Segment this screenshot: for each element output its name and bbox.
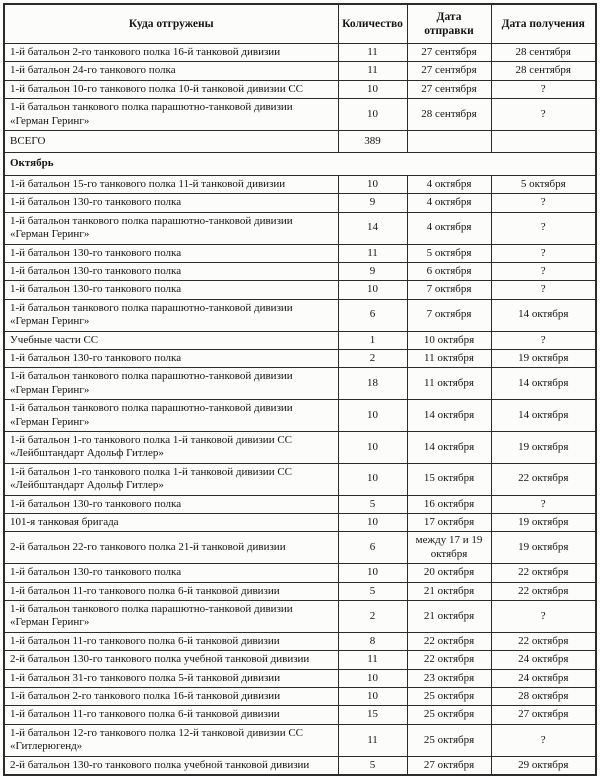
cell-date-sent: 14 октября xyxy=(407,431,491,463)
table-row xyxy=(4,601,596,633)
cell-destination: 1-й батальон 130-го танкового полка xyxy=(4,349,338,367)
cell-destination: 1-й батальон танкового полка парашютно-танковой дивизии «Герман Геринг» xyxy=(4,368,338,400)
table-row xyxy=(4,281,596,299)
cell-date-received: ? xyxy=(491,495,596,513)
cell-date-sent: 5 октября xyxy=(407,244,491,262)
cell-quantity: 9 xyxy=(338,262,407,280)
cell-date-sent: 21 октября xyxy=(407,601,491,633)
cell-date-sent xyxy=(407,131,491,153)
cell-date-sent: 25 октября xyxy=(407,706,491,724)
cell-date-received: 14 октября xyxy=(491,400,596,432)
cell-date-received: ? xyxy=(491,194,596,212)
table-row xyxy=(4,669,596,687)
cell-destination: ВСЕГО xyxy=(4,131,338,153)
table-row xyxy=(4,62,596,80)
column-header-quantity: Количество xyxy=(338,4,407,44)
cell-date-sent: 21 октября xyxy=(407,582,491,600)
cell-date-received: 19 октября xyxy=(491,514,596,532)
cell-destination: 1-й батальон 12-го танкового полка 12-й танковой дивизии СС «Гитлерюгенд» xyxy=(4,724,338,756)
cell-quantity: 10 xyxy=(338,80,407,98)
cell-quantity: 18 xyxy=(338,368,407,400)
table-row xyxy=(4,688,596,706)
cell-date-received: 29 октября xyxy=(491,756,596,775)
cell-destination: 1-й батальон танкового полка парашютно-танковой дивизии «Герман Геринг» xyxy=(4,212,338,244)
cell-date-sent: 11 октября xyxy=(407,368,491,400)
cell-destination: 1-й батальон 130-го танкового полка xyxy=(4,281,338,299)
table-row xyxy=(4,400,596,432)
cell-destination: 1-й батальон 2-го танкового полка 16-й танковой дивизии xyxy=(4,44,338,62)
cell-quantity: 11 xyxy=(338,651,407,669)
cell-destination: 1-й батальон 130-го танкового полка xyxy=(4,194,338,212)
cell-quantity: 389 xyxy=(338,131,407,153)
cell-date-sent: 4 октября xyxy=(407,194,491,212)
cell-destination: 1-й батальон 11-го танкового полка 6-й танковой дивизии xyxy=(4,706,338,724)
cell-date-received: 5 октября xyxy=(491,175,596,193)
cell-date-received: 22 октября xyxy=(491,582,596,600)
cell-date-sent: 10 октября xyxy=(407,331,491,349)
cell-destination: 1-й батальон 11-го танкового полка 6-й танковой дивизии xyxy=(4,582,338,600)
cell-quantity: 10 xyxy=(338,99,407,131)
cell-date-received: 19 октября xyxy=(491,431,596,463)
cell-date-received: 24 октября xyxy=(491,669,596,687)
cell-destination: 1-й батальон 24-го танкового полка xyxy=(4,62,338,80)
cell-quantity: 2 xyxy=(338,349,407,367)
table-row xyxy=(4,632,596,650)
table-row xyxy=(4,212,596,244)
cell-date-received: 22 октября xyxy=(491,632,596,650)
cell-quantity: 5 xyxy=(338,756,407,775)
shipments-table xyxy=(3,3,597,776)
cell-date-received: 19 октября xyxy=(491,532,596,564)
cell-date-received: 27 октября xyxy=(491,706,596,724)
cell-quantity: 11 xyxy=(338,44,407,62)
cell-destination: 2-й батальон 130-го танкового полка учебной танковой дивизии xyxy=(4,756,338,775)
column-header-destination: Куда отгружены xyxy=(4,4,338,44)
column-header-date-received: Дата получения xyxy=(491,4,596,44)
cell-quantity: 10 xyxy=(338,564,407,582)
cell-date-sent: 27 сентября xyxy=(407,44,491,62)
section-row xyxy=(4,153,596,175)
cell-date-sent: 15 октября xyxy=(407,463,491,495)
cell-quantity: 11 xyxy=(338,244,407,262)
cell-date-received: 28 сентября xyxy=(491,62,596,80)
table-row xyxy=(4,706,596,724)
table-row xyxy=(4,331,596,349)
cell-date-received: 14 октября xyxy=(491,368,596,400)
cell-destination: 1-й батальон танкового полка парашютно-танковой дивизии «Герман Геринг» xyxy=(4,601,338,633)
cell-date-received: 28 октября xyxy=(491,688,596,706)
table-row xyxy=(4,582,596,600)
cell-quantity: 10 xyxy=(338,688,407,706)
table-body xyxy=(4,44,596,776)
header-row xyxy=(4,4,596,44)
cell-destination: 1-й батальон 130-го танкового полка xyxy=(4,244,338,262)
cell-quantity: 10 xyxy=(338,514,407,532)
cell-quantity: 8 xyxy=(338,632,407,650)
cell-date-received: ? xyxy=(491,99,596,131)
cell-date-received: ? xyxy=(491,601,596,633)
table-row xyxy=(4,368,596,400)
cell-destination: 1-й батальон 130-го танкового полка xyxy=(4,495,338,513)
cell-date-sent: 4 октября xyxy=(407,175,491,193)
cell-date-received: 19 октября xyxy=(491,349,596,367)
cell-date-received xyxy=(491,131,596,153)
cell-quantity: 6 xyxy=(338,299,407,331)
cell-destination: 1-й батальон танкового полка парашютно-танковой дивизии «Герман Геринг» xyxy=(4,99,338,131)
cell-quantity: 9 xyxy=(338,194,407,212)
cell-date-sent: 4 октября xyxy=(407,212,491,244)
table-row xyxy=(4,431,596,463)
table-row xyxy=(4,262,596,280)
cell-date-received: ? xyxy=(491,80,596,98)
cell-destination: 1-й батальон 10-го танкового полка 10-й танковой дивизии СС xyxy=(4,80,338,98)
table-row xyxy=(4,724,596,756)
cell-date-sent: 7 октября xyxy=(407,281,491,299)
cell-date-received: ? xyxy=(491,262,596,280)
cell-date-sent: 25 октября xyxy=(407,688,491,706)
cell-date-sent: 23 октября xyxy=(407,669,491,687)
cell-quantity: 5 xyxy=(338,582,407,600)
cell-date-sent: 27 сентября xyxy=(407,80,491,98)
table-row xyxy=(4,564,596,582)
cell-date-sent: 27 октября xyxy=(407,756,491,775)
cell-quantity: 15 xyxy=(338,706,407,724)
cell-destination: 1-й батальон 31-го танкового полка 5-й танковой дивизии xyxy=(4,669,338,687)
table-row xyxy=(4,244,596,262)
cell-quantity: 10 xyxy=(338,175,407,193)
cell-date-sent: 25 октября xyxy=(407,724,491,756)
table-row xyxy=(4,495,596,513)
table-row xyxy=(4,175,596,193)
table-row xyxy=(4,514,596,532)
cell-destination: 1-й батальон 2-го танкового полка 16-й танковой дивизии xyxy=(4,688,338,706)
table-row xyxy=(4,463,596,495)
cell-date-sent: 20 октября xyxy=(407,564,491,582)
cell-date-sent: 17 октября xyxy=(407,514,491,532)
cell-date-sent: 7 октября xyxy=(407,299,491,331)
cell-quantity: 10 xyxy=(338,431,407,463)
cell-date-received: ? xyxy=(491,281,596,299)
cell-date-received: 22 октября xyxy=(491,463,596,495)
table-row xyxy=(4,80,596,98)
cell-destination: 1-й батальон 15-го танкового полка 11-й танковой дивизии xyxy=(4,175,338,193)
cell-quantity: 10 xyxy=(338,281,407,299)
cell-quantity: 11 xyxy=(338,62,407,80)
cell-quantity: 6 xyxy=(338,532,407,564)
cell-date-received: 24 октября xyxy=(491,651,596,669)
table-row xyxy=(4,194,596,212)
table-row xyxy=(4,44,596,62)
cell-date-received: 14 октября xyxy=(491,299,596,331)
cell-date-received: ? xyxy=(491,331,596,349)
cell-date-sent: 11 октября xyxy=(407,349,491,367)
cell-quantity: 10 xyxy=(338,669,407,687)
cell-quantity: 1 xyxy=(338,331,407,349)
cell-quantity: 10 xyxy=(338,400,407,432)
cell-destination: 2-й батальон 22-го танкового полка 21-й танковой дивизии xyxy=(4,532,338,564)
table-row xyxy=(4,532,596,564)
table-row xyxy=(4,99,596,131)
cell-destination: 1-й батальон 1-го танкового полка 1-й танковой дивизии СС «Лейбштандарт Адольф Гитлер» xyxy=(4,431,338,463)
cell-destination: Учебные части СС xyxy=(4,331,338,349)
table-row xyxy=(4,299,596,331)
cell-date-sent: 6 октября xyxy=(407,262,491,280)
table-row xyxy=(4,349,596,367)
table-row xyxy=(4,651,596,669)
cell-destination: 1-й батальон 1-го танкового полка 1-й танковой дивизии СС «Лейбштандарт Адольф Гитлер» xyxy=(4,463,338,495)
cell-date-sent: 27 сентября xyxy=(407,62,491,80)
cell-destination: 1-й батальон 11-го танкового полка 6-й танковой дивизии xyxy=(4,632,338,650)
column-header-date-sent: Дата отправки xyxy=(407,4,491,44)
cell-date-sent: между 17 и 19 октября xyxy=(407,532,491,564)
cell-quantity: 2 xyxy=(338,601,407,633)
cell-date-received: ? xyxy=(491,724,596,756)
cell-date-received: 28 сентября xyxy=(491,44,596,62)
cell-destination: 1-й батальон 130-го танкового полка xyxy=(4,564,338,582)
cell-destination: 2-й батальон 130-го танкового полка учебной танковой дивизии xyxy=(4,651,338,669)
cell-date-sent: 22 октября xyxy=(407,651,491,669)
cell-date-sent: 16 октября xyxy=(407,495,491,513)
cell-quantity: 5 xyxy=(338,495,407,513)
cell-date-received: ? xyxy=(491,212,596,244)
cell-destination: 1-й батальон танкового полка парашютно-танковой дивизии «Герман Геринг» xyxy=(4,400,338,432)
table-row xyxy=(4,756,596,775)
section-label: Октябрь xyxy=(4,153,596,175)
cell-quantity: 10 xyxy=(338,463,407,495)
cell-destination: 1-й батальон 130-го танкового полка xyxy=(4,262,338,280)
cell-destination: 101-я танковая бригада xyxy=(4,514,338,532)
cell-quantity: 11 xyxy=(338,724,407,756)
cell-destination: 1-й батальон танкового полка парашютно-танковой дивизии «Герман Геринг» xyxy=(4,299,338,331)
cell-date-sent: 22 октября xyxy=(407,632,491,650)
cell-date-sent: 14 октября xyxy=(407,400,491,432)
total-row xyxy=(4,131,596,153)
cell-date-received: 22 октября xyxy=(491,564,596,582)
cell-quantity: 14 xyxy=(338,212,407,244)
cell-date-sent: 28 сентября xyxy=(407,99,491,131)
cell-date-received: ? xyxy=(491,244,596,262)
